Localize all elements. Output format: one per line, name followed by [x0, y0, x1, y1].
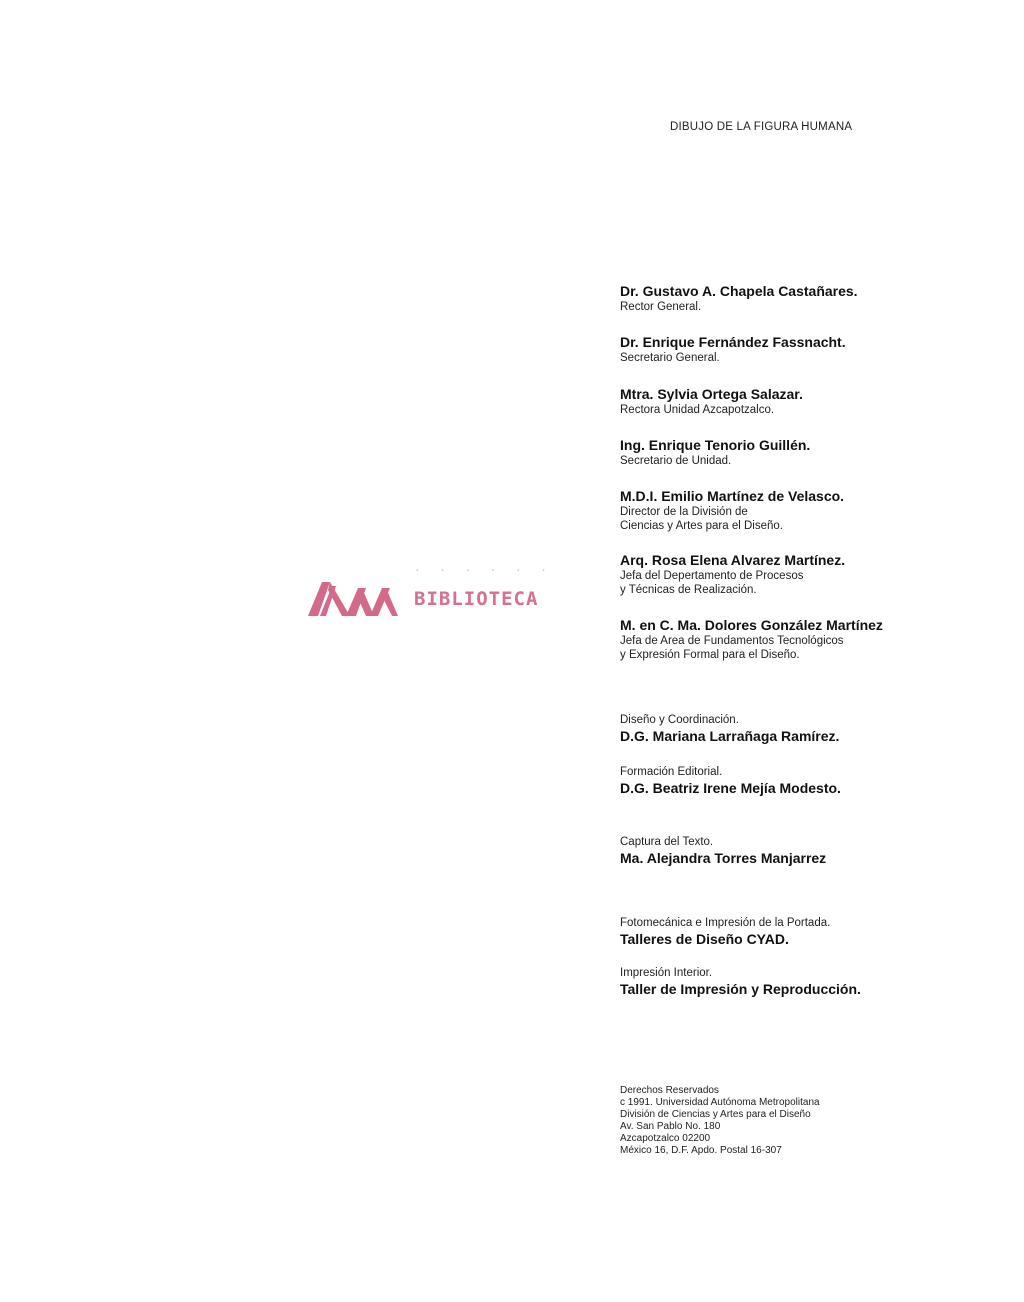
credit-design: [620, 713, 1010, 745]
authority-role: y Técnicas de Realización.: [620, 584, 757, 596]
authority-6: [620, 552, 1010, 597]
credit-name: D.G. Mariana Larrañaga Ramírez.: [620, 728, 840, 744]
authority-2: [620, 334, 1010, 365]
authority-name: Mtra. Sylvia Ortega Salazar.: [620, 386, 803, 402]
authority-name: Ing. Enrique Tenorio Guillén.: [620, 437, 811, 453]
credit-name: D.G. Beatriz Irene Mejía Modesto.: [620, 780, 841, 796]
stamp-faint-marks: · · · · · ·: [414, 564, 553, 577]
copyright-line: División de Ciencias y Artes para el Diseño: [620, 1109, 811, 1120]
library-stamp: [306, 564, 576, 620]
authority-name: M. en C. Ma. Dolores González Martínez: [620, 617, 883, 633]
authority-name: Arq. Rosa Elena Alvarez Martínez.: [620, 552, 846, 568]
authority-5: [620, 488, 1010, 533]
authority-3: [620, 386, 1010, 417]
credit-photomechanics: [620, 916, 1010, 948]
authority-role: Secretario de Unidad.: [620, 455, 732, 467]
authority-4: [620, 437, 1010, 468]
authority-role: Ciencias y Artes para el Diseño.: [620, 520, 783, 532]
authority-role: Director de la División de: [620, 506, 748, 518]
copyright-line: c 1991. Universidad Autónoma Metropolitana: [620, 1097, 820, 1108]
authority-name: M.D.I. Emilio Martínez de Velasco.: [620, 488, 845, 504]
authority-role: Secretario General.: [620, 352, 720, 364]
credit-label: Formación Editorial.: [620, 766, 723, 778]
authority-role: Rector General.: [620, 301, 702, 313]
credit-label: Diseño y Coordinación.: [620, 714, 739, 726]
copyright-line: Azcapotzalco 02200: [620, 1133, 711, 1144]
authority-role: y Expresión Formal para el Diseño.: [620, 649, 800, 661]
uam-logo-icon: [306, 578, 406, 618]
credit-name: Talleres de Diseño CYAD.: [620, 931, 789, 947]
credit-name: Ma. Alejandra Torres Manjarrez: [620, 850, 827, 866]
authority-name: Dr. Enrique Fernández Fassnacht.: [620, 334, 846, 350]
page-header-title: DIBUJO DE LA FIGURA HUMANA: [670, 121, 853, 133]
credit-label: Captura del Texto.: [620, 836, 714, 848]
credit-label: Fotomecánica e Impresión de la Portada.: [620, 917, 831, 929]
stamp-text: BIBLIOTECA: [414, 588, 539, 610]
copyright-line: México 16, D.F. Apdo. Postal 16-307: [620, 1145, 782, 1156]
copyright-block: [620, 1085, 1010, 1157]
credit-label: Impresión Interior.: [620, 967, 713, 979]
copyright-line: Av. San Pablo No. 180: [620, 1121, 721, 1132]
credit-editorial: [620, 765, 1010, 797]
authority-role: Jefa de Area de Fundamentos Tecnológicos: [620, 635, 844, 647]
credit-interior-print: [620, 966, 1010, 998]
authority-1: [620, 283, 1010, 314]
authority-role: Jefa del Depertamento de Procesos: [620, 570, 804, 582]
copyright-line: Derechos Reservados: [620, 1085, 719, 1096]
credit-name: Taller de Impresión y Reproducción.: [620, 981, 861, 997]
credit-capture: [620, 835, 1010, 867]
authority-7: [620, 617, 1010, 662]
authority-role: Rectora Unidad Azcapotzalco.: [620, 404, 775, 416]
authority-name: Dr. Gustavo A. Chapela Castañares.: [620, 283, 858, 299]
